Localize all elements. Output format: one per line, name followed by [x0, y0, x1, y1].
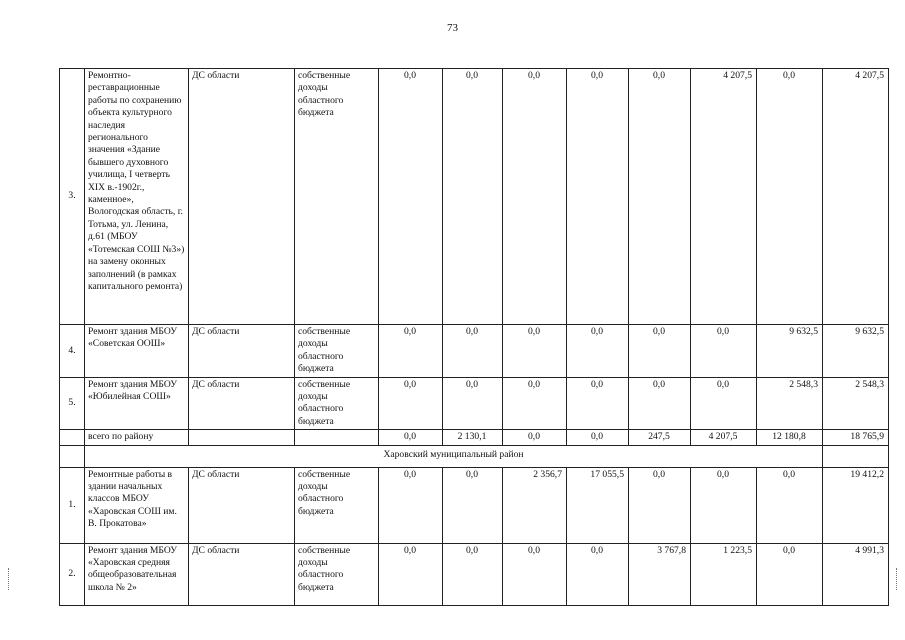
funding-source: собственные доходы областного бюджета: [295, 543, 379, 605]
funding-source: собственные доходы областного бюджета: [295, 325, 379, 378]
total-cell: 9 632,5: [823, 325, 889, 378]
amount-cell: 0,0: [443, 543, 503, 605]
district-total-row: [60, 430, 889, 445]
table-row: [60, 543, 889, 605]
amount-cell: 0,0: [567, 69, 629, 325]
amount-cell: 1 223,5: [691, 543, 757, 605]
total-cell: 2 548,3: [823, 377, 889, 430]
amount-cell: 0,0: [567, 377, 629, 430]
amount-cell: 0,0: [379, 377, 443, 430]
amount-cell: 0,0: [379, 467, 443, 543]
executor: ДС области: [189, 543, 295, 605]
executor: ДС области: [189, 467, 295, 543]
amount-cell: 0,0: [443, 69, 503, 325]
amount-cell: 0,0: [503, 543, 567, 605]
scan-margin-mark: [8, 568, 9, 590]
amount-cell: 0,0: [503, 69, 567, 325]
work-name: Ремонт здания МБОУ «Советская ООШ»: [85, 325, 189, 378]
funding-source: собственные доходы областного бюджета: [295, 467, 379, 543]
amount-cell: 0,0: [443, 467, 503, 543]
row-number: 5.: [60, 377, 85, 430]
amount-cell: 0,0: [567, 543, 629, 605]
amount-cell: 0,0: [691, 377, 757, 430]
executor: ДС области: [189, 325, 295, 378]
table-row: [60, 467, 889, 543]
amount-cell: 4 207,5: [691, 430, 757, 445]
amount-cell: 0,0: [629, 377, 691, 430]
total-cell: 4 207,5: [823, 69, 889, 325]
amount-cell: 0,0: [567, 325, 629, 378]
table-row: [60, 377, 889, 430]
amount-cell: 0,0: [757, 543, 823, 605]
empty-cell: [823, 445, 889, 467]
work-name: Ремонтные работы в здании начальных классов МБОУ «Харовская СОШ им. В. Прокатова»: [85, 467, 189, 543]
row-number: 3.: [60, 69, 85, 325]
amount-cell: 0,0: [691, 325, 757, 378]
amount-cell: 2 548,3: [757, 377, 823, 430]
funding-source: собственные доходы областного бюджета: [295, 377, 379, 430]
row-number: 1.: [60, 467, 85, 543]
amount-cell: 247,5: [629, 430, 691, 445]
row-number: 4.: [60, 325, 85, 378]
amount-cell: 17 055,5: [567, 467, 629, 543]
scan-margin-mark: [896, 568, 897, 590]
amount-cell: 0,0: [757, 467, 823, 543]
empty-cell: [60, 445, 85, 467]
budget-table: [59, 68, 889, 606]
amount-cell: 2 356,7: [503, 467, 567, 543]
amount-cell: 0,0: [757, 69, 823, 325]
amount-cell: 0,0: [629, 467, 691, 543]
page-number: 73: [447, 22, 458, 34]
work-name: Ремонтно-реставрационные работы по сохранению объекта культурного наследия регионального значения «Здание бывшего духовного училища, I четверть XIX в.-1902г., каменное», Вологодская область, г. Тотьма, ул. Ленина, д.61 (МБОУ «Тотемская СОШ №3») на замену оконных заполнений (в рамках капитального ремонта): [85, 69, 189, 325]
amount-cell: 9 632,5: [757, 325, 823, 378]
total-cell: 18 765,9: [823, 430, 889, 445]
section-header: Харовский муниципальный район: [85, 445, 823, 467]
work-name: Ремонт здания МБОУ «Юбилейная СОШ»: [85, 377, 189, 430]
amount-cell: 0,0: [503, 377, 567, 430]
table-row: [60, 325, 889, 378]
amount-cell: 0,0: [443, 377, 503, 430]
amount-cell: 4 207,5: [691, 69, 757, 325]
amount-cell: 0,0: [503, 430, 567, 445]
work-name: Ремонт здания МБОУ «Харовская средняя общеобразовательная школа № 2»: [85, 543, 189, 605]
total-cell: 19 412,2: [823, 467, 889, 543]
amount-cell: 0,0: [379, 543, 443, 605]
executor: ДС области: [189, 69, 295, 325]
table-row: [60, 69, 889, 325]
amount-cell: 2 130,1: [443, 430, 503, 445]
section-header-row: [60, 445, 889, 467]
amount-cell: 0,0: [567, 430, 629, 445]
amount-cell: 0,0: [443, 325, 503, 378]
district-total-label: всего по району: [85, 430, 189, 445]
empty-cell: [295, 430, 379, 445]
total-cell: 4 991,3: [823, 543, 889, 605]
funding-source: собственные доходы областного бюджета: [295, 69, 379, 325]
amount-cell: 0,0: [629, 325, 691, 378]
amount-cell: 0,0: [379, 325, 443, 378]
amount-cell: 0,0: [503, 325, 567, 378]
amount-cell: 0,0: [629, 69, 691, 325]
amount-cell: 0,0: [379, 430, 443, 445]
row-number: 2.: [60, 543, 85, 605]
empty-cell: [189, 430, 295, 445]
executor: ДС области: [189, 377, 295, 430]
amount-cell: 12 180,8: [757, 430, 823, 445]
amount-cell: 3 767,8: [629, 543, 691, 605]
empty-cell: [60, 430, 85, 445]
amount-cell: 0,0: [691, 467, 757, 543]
amount-cell: 0,0: [379, 69, 443, 325]
